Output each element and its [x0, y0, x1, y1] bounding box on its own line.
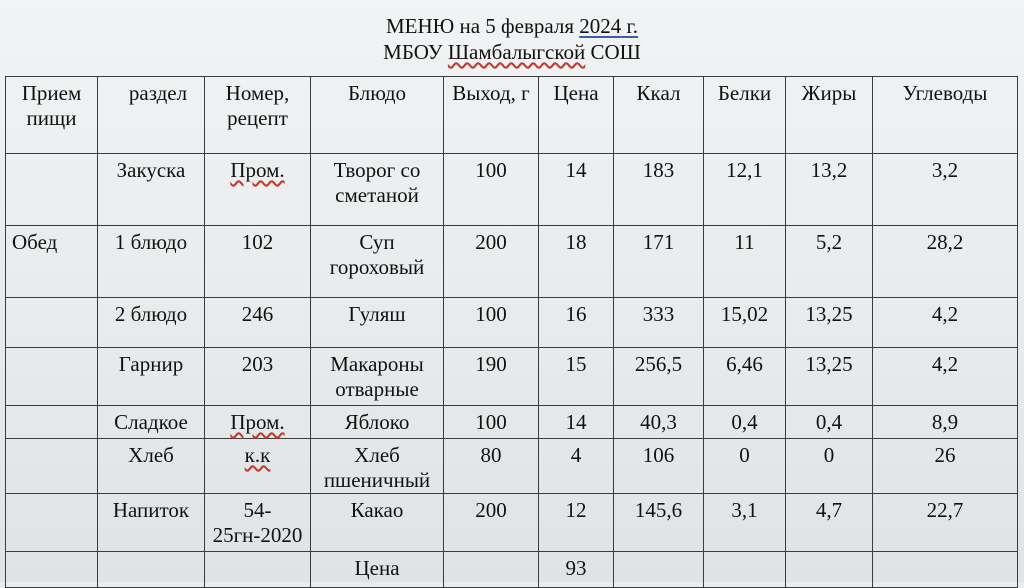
- col-price: Цена: [539, 77, 614, 154]
- fat-cell: 13,2: [786, 154, 873, 226]
- table-row: [6, 406, 1018, 439]
- price-cell: 12: [539, 494, 614, 552]
- yield-cell: 200: [444, 226, 539, 298]
- dish-cell: Гуляш: [311, 298, 444, 348]
- table-row: [6, 154, 1018, 226]
- title-text: МЕНЮ на 5 февраля: [385, 14, 575, 38]
- table-row: [6, 298, 1018, 348]
- carbs-cell: 8,9: [873, 406, 1018, 439]
- dish-cell: Яблоко: [311, 406, 444, 439]
- dish-cell: Творог со сметаной: [311, 154, 444, 226]
- col-kcal: Ккал: [614, 77, 704, 154]
- kcal-cell: 40,3: [614, 406, 704, 439]
- yield-cell: 100: [444, 154, 539, 226]
- carbs-cell: 4,2: [873, 348, 1018, 406]
- yield-cell: 190: [444, 348, 539, 406]
- kcal-cell: 256,5: [614, 348, 704, 406]
- recipe-cell: Пром.: [205, 406, 311, 439]
- total-row: [6, 552, 1018, 588]
- yield-cell: 200: [444, 494, 539, 552]
- fat-cell: 13,25: [786, 298, 873, 348]
- fat-cell: 4,7: [786, 494, 873, 552]
- meal-cell: [6, 439, 98, 494]
- meal-cell: [6, 348, 98, 406]
- section-cell: Гарнир: [98, 348, 205, 406]
- kcal-cell: [614, 552, 704, 588]
- table-row: [6, 226, 1018, 298]
- table-row: [6, 348, 1018, 406]
- protein-cell: 3,1: [704, 494, 786, 552]
- table-row: [6, 494, 1018, 552]
- price-cell: 16: [539, 298, 614, 348]
- carbs-cell: 28,2: [873, 226, 1018, 298]
- yield-cell: 100: [444, 298, 539, 348]
- fat-cell: [786, 552, 873, 588]
- col-recipe: Номер, рецепт: [205, 77, 311, 154]
- carbs-cell: 4,2: [873, 298, 1018, 348]
- kcal-cell: 333: [614, 298, 704, 348]
- protein-cell: 0: [704, 439, 786, 494]
- title-suffix: г.: [621, 14, 639, 38]
- recipe-cell: к.к: [205, 439, 311, 494]
- section-cell: 2 блюдо: [98, 298, 205, 348]
- header-row: [6, 77, 1018, 154]
- dish-cell: Какао: [311, 494, 444, 552]
- dish-cell: Хлеб пшеничный: [311, 439, 444, 494]
- total-label: Цена: [311, 552, 444, 588]
- price-cell: 14: [539, 154, 614, 226]
- protein-cell: 11: [704, 226, 786, 298]
- menu-title: [0, 14, 1024, 38]
- section-cell: Напиток: [98, 494, 205, 552]
- protein-cell: 6,46: [704, 348, 786, 406]
- yield-cell: 100: [444, 406, 539, 439]
- school-prefix: МБОУ: [383, 40, 443, 64]
- fat-cell: 13,25: [786, 348, 873, 406]
- dish-cell: Суп гороховый: [311, 226, 444, 298]
- recipe-cell: 246: [205, 298, 311, 348]
- protein-cell: 15,02: [704, 298, 786, 348]
- yield-cell: 80: [444, 439, 539, 494]
- kcal-cell: 183: [614, 154, 704, 226]
- protein-cell: [704, 552, 786, 588]
- recipe-cell: 102: [205, 226, 311, 298]
- carbs-cell: 26: [873, 439, 1018, 494]
- school-name: [0, 40, 1024, 64]
- carbs-cell: 3,2: [873, 154, 1018, 226]
- col-fat: Жиры: [786, 77, 873, 154]
- kcal-cell: 145,6: [614, 494, 704, 552]
- title-year: 2024: [579, 14, 622, 38]
- kcal-cell: 171: [614, 226, 704, 298]
- carbs-cell: 22,7: [873, 494, 1018, 552]
- section-cell: [98, 552, 205, 588]
- total-value: 93: [539, 552, 614, 588]
- table-row: [6, 439, 1018, 494]
- col-protein: Белки: [704, 77, 786, 154]
- fat-cell: 0,4: [786, 406, 873, 439]
- meal-cell: [6, 552, 98, 588]
- price-cell: 18: [539, 226, 614, 298]
- meal-cell: Обед: [6, 226, 98, 298]
- section-cell: Сладкое: [98, 406, 205, 439]
- kcal-cell: 106: [614, 439, 704, 494]
- price-cell: 14: [539, 406, 614, 439]
- price-cell: 4: [539, 439, 614, 494]
- recipe-cell: Пром.: [205, 154, 311, 226]
- school-suffix: СОШ: [590, 40, 641, 64]
- meal-cell: [6, 298, 98, 348]
- yield-cell: [444, 552, 539, 588]
- section-cell: Хлеб: [98, 439, 205, 494]
- section-cell: 1 блюдо: [98, 226, 205, 298]
- dish-cell: Макароны отварные: [311, 348, 444, 406]
- col-meal: Прием пищи: [6, 77, 98, 154]
- recipe-cell: 203: [205, 348, 311, 406]
- col-yield: Выход, г: [444, 77, 539, 154]
- recipe-cell: [205, 552, 311, 588]
- meal-cell: [6, 494, 98, 552]
- col-section: раздел: [98, 77, 205, 154]
- meal-cell: [6, 154, 98, 226]
- fat-cell: 0: [786, 439, 873, 494]
- protein-cell: 12,1: [704, 154, 786, 226]
- col-carbs: Углеводы: [873, 77, 1018, 154]
- section-cell: Закуска: [98, 154, 205, 226]
- price-cell: 15: [539, 348, 614, 406]
- carbs-cell: [873, 552, 1018, 588]
- school-name-text: Шамбалыгской: [447, 40, 586, 64]
- fat-cell: 5,2: [786, 226, 873, 298]
- recipe-cell: 54-25гн-2020: [205, 494, 311, 552]
- meal-cell: [6, 406, 98, 439]
- col-dish: Блюдо: [311, 77, 444, 154]
- protein-cell: 0,4: [704, 406, 786, 439]
- menu-table: [5, 76, 1018, 588]
